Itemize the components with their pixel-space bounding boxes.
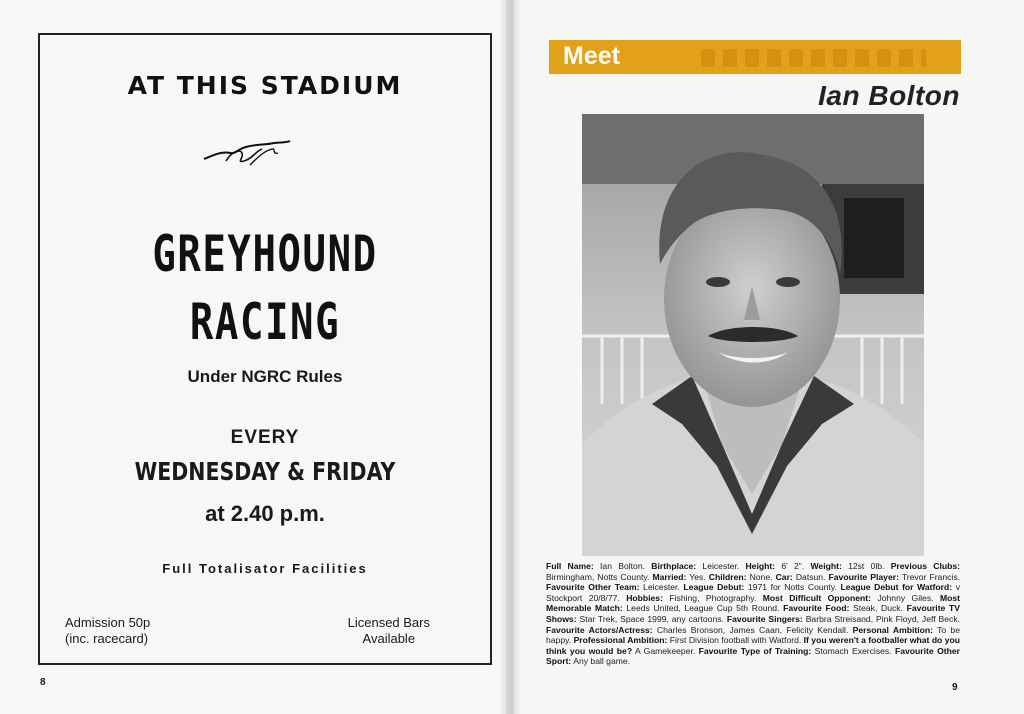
profile-label: Favourite Food: [783, 603, 850, 614]
profile-value: Johnny Giles. [871, 592, 940, 603]
profile-value: None. [746, 571, 776, 582]
profile-value: Star Trek, Space 1999, any cartoons. [576, 613, 727, 624]
player-profile [546, 561, 960, 667]
profile-label: Favourite Type of Training: [698, 645, 812, 656]
profile-value: Datsun. [792, 571, 829, 582]
profile-value: Any ball game. [571, 656, 631, 667]
profile-label: Favourite Other Sport: [546, 645, 960, 667]
profile-label: If you weren't a footballer what do you think you would be? [546, 635, 960, 656]
profile-label: League Debut for Watford: [840, 582, 953, 593]
profile-label: Favourite Player: [828, 571, 899, 582]
admission-note: (inc. racecard) [65, 631, 149, 646]
profile-label: Hobbies: [626, 592, 663, 603]
race-time: at 2.40 p.m. [205, 501, 325, 526]
profile-label: Weight: [810, 561, 842, 571]
profile-value: Charles Bronson, James Caan, Felicity Kendall. [652, 624, 853, 635]
left-page [0, 0, 506, 714]
profile-label: Professional Ambition: [573, 635, 668, 646]
stadium-heading: AT THIS STADIUM [127, 71, 403, 100]
profile-label: Birthplace: [651, 561, 697, 571]
profile-value: 12st 0lb. [841, 561, 891, 571]
profile-value: Leicester. [639, 582, 684, 593]
player-photo [582, 114, 924, 556]
page-number-left: 8 [40, 677, 46, 688]
banner-pattern [701, 49, 926, 67]
profile-value: Steak, Duck. [849, 603, 907, 614]
profile-label: Most Difficult Opponent: [762, 592, 872, 603]
profile-label: Favourite Actors/Actress: [546, 624, 653, 635]
greyhound-advert [38, 33, 492, 665]
profile-label: Height: [745, 561, 776, 571]
profile-value: 6' 2". [775, 561, 811, 571]
profile-label: Children: [708, 571, 747, 582]
bars-line-1: Licensed Bars [347, 615, 430, 630]
title-racing: RACING [189, 293, 341, 351]
profile-label: Favourite TV Shows: [546, 603, 960, 624]
profile-value: Leicester. [696, 561, 746, 571]
profile-value: Yes. [686, 571, 709, 582]
profile-label: Favourite Singers: [726, 613, 803, 624]
profile-value: Barbra Streisand, Pink Floyd, Jeff Beck. [802, 613, 961, 624]
rules-text: Under NGRC Rules [187, 367, 343, 386]
profile-value: A Gamekeeper. [632, 645, 699, 656]
profile-value: Birmingham, Notts County. [546, 571, 653, 582]
profile-value: Trevor Francis. [898, 571, 961, 582]
profile-label: Car: [775, 571, 793, 582]
profile-value: v Stockport 20/8/77. [546, 582, 960, 603]
player-name: Ian Bolton [818, 80, 960, 111]
facilities-text: Full Totalisator Facilities [162, 561, 368, 576]
bars-line-2: Available [362, 631, 416, 646]
profile-label: Previous Clubs: [890, 561, 960, 571]
profile-value: Ian Bolton. [593, 561, 652, 571]
title-greyhound: GREYHOUND [152, 225, 378, 283]
bars-info [348, 615, 430, 647]
profile-value: Fishing, Photography. [662, 592, 763, 603]
profile-value: 1971 for Notts County. [744, 582, 841, 593]
greyhound-logo-icon [200, 139, 294, 169]
page-gutter [500, 0, 520, 714]
profile-label: Married: [652, 571, 687, 582]
profile-value: To be happy. [546, 624, 960, 646]
page-number-right: 9 [952, 682, 958, 693]
profile-label: Personal Ambition: [852, 624, 933, 635]
admission-price: Admission 50p [65, 615, 151, 630]
race-days: WEDNESDAY & FRIDAY [134, 457, 396, 486]
player-portrait-photo-icon [582, 114, 924, 556]
profile-label: Favourite Other Team: [546, 582, 640, 593]
meet-banner [549, 40, 961, 74]
profile-value: Stomach Exercises. [811, 645, 895, 656]
profile-value: Leeds United, League Cup 5th Round. [622, 603, 784, 614]
profile-label: League Debut: [683, 582, 745, 593]
profile-label: Full Name: [546, 561, 594, 571]
profile-label: Most Memorable Match: [546, 592, 960, 614]
profile-value: First Division football with Watford. [667, 635, 804, 646]
meet-label: Meet [563, 42, 620, 70]
admission-info [65, 615, 150, 647]
every-text: EVERY [230, 427, 300, 448]
